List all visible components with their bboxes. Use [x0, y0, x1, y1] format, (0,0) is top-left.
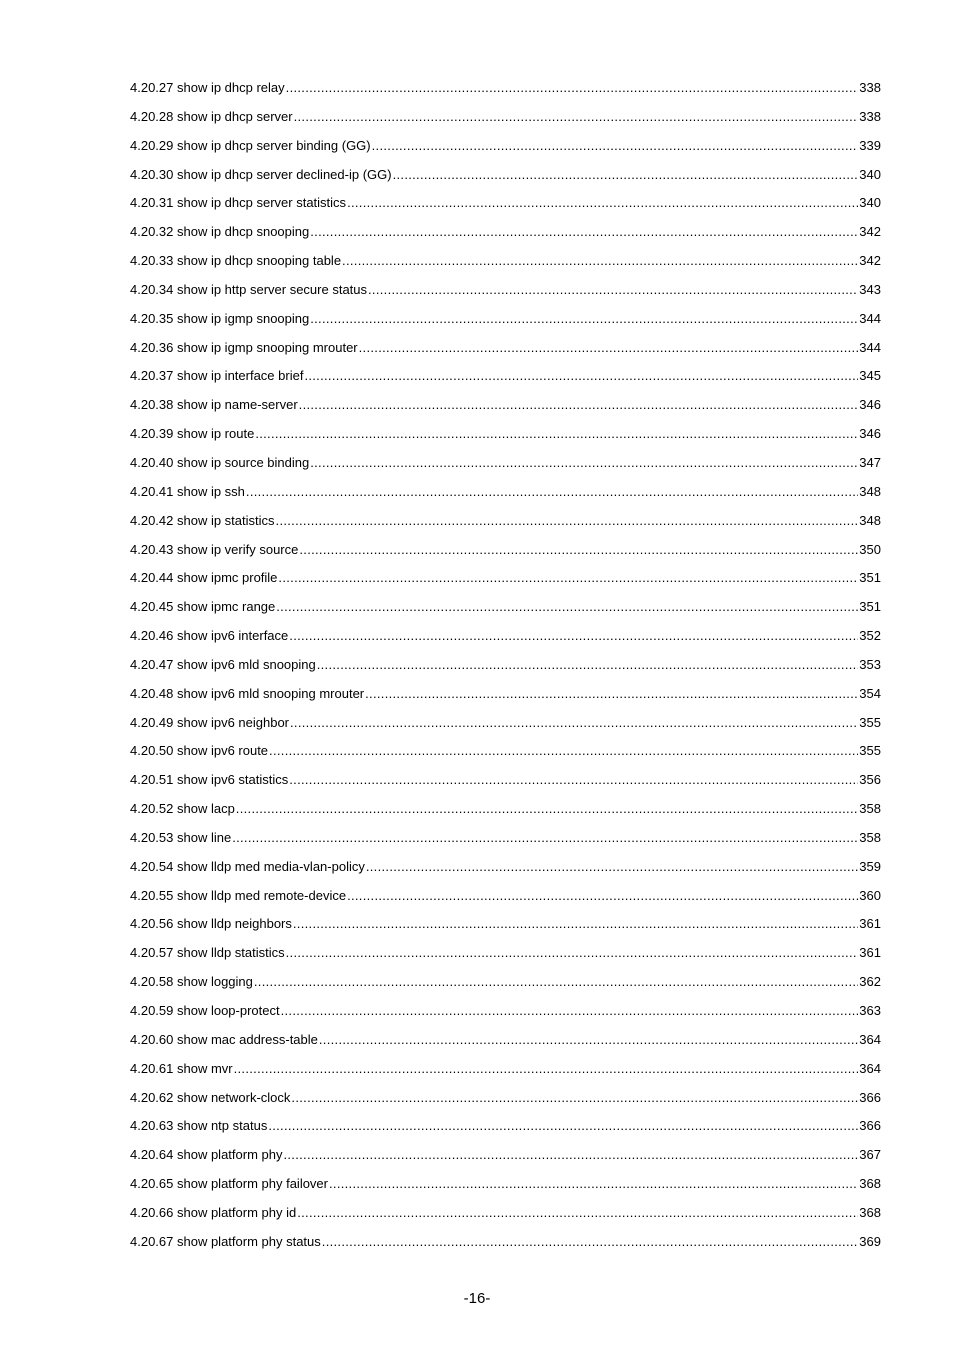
toc-entry-title: 4.20.32 show ip dhcp snooping	[130, 224, 310, 240]
toc-entry-page: 358	[859, 801, 881, 817]
toc-entry-page: 367	[859, 1147, 881, 1163]
toc-entry[interactable]	[130, 739, 881, 768]
table-of-contents	[130, 76, 881, 1259]
toc-entry-title: 4.20.42 show ip statistics	[130, 512, 275, 528]
toc-entry[interactable]	[130, 797, 881, 826]
toc-dot-leader	[254, 970, 858, 994]
toc-entry-page: 346	[859, 397, 881, 413]
toc-entry-title: 4.20.35 show ip igmp snooping	[130, 310, 310, 326]
toc-entry[interactable]	[130, 336, 881, 365]
toc-entry[interactable]	[130, 163, 881, 192]
toc-dot-leader	[291, 1086, 858, 1110]
toc-entry-title: 4.20.34 show ip http server secure status	[130, 281, 368, 297]
toc-entry-page: 363	[859, 1003, 881, 1018]
toc-entry-title: 4.20.28 show ip dhcp server	[130, 108, 293, 124]
toc-entry-page: 354	[859, 685, 881, 701]
toc-entry[interactable]	[130, 220, 881, 249]
toc-entry-page: 342	[859, 224, 881, 240]
toc-entry-title: 4.20.53 show line	[130, 829, 232, 845]
toc-entry[interactable]	[130, 1172, 881, 1201]
toc-entry-title: 4.20.59 show loop-protect	[130, 1003, 280, 1018]
toc-entry-page: 364	[859, 1031, 881, 1047]
toc-entry-title: 4.20.43 show ip verify source	[130, 541, 299, 557]
toc-dot-leader	[322, 1230, 859, 1254]
toc-dot-leader	[366, 855, 858, 879]
toc-entry[interactable]	[130, 711, 881, 740]
toc-dot-leader	[290, 711, 858, 735]
toc-entry-page: 338	[859, 108, 881, 124]
toc-entry[interactable]	[130, 682, 881, 711]
toc-entry[interactable]	[130, 566, 881, 595]
toc-entry-page: 338	[859, 80, 881, 95]
toc-entry-page: 340	[859, 166, 881, 182]
toc-dot-leader	[278, 566, 858, 590]
toc-entry[interactable]	[130, 393, 881, 422]
toc-entry[interactable]	[130, 134, 881, 163]
toc-entry-page: 342	[859, 253, 881, 269]
toc-entry-page: 368	[859, 1176, 881, 1192]
toc-entry[interactable]	[130, 941, 881, 970]
toc-entry-title: 4.20.58 show logging	[130, 974, 253, 990]
toc-entry-title: 4.20.49 show ipv6 neighbor	[130, 714, 290, 730]
toc-entry-title: 4.20.45 show ipmc range	[130, 599, 276, 615]
toc-entry[interactable]	[130, 1057, 881, 1086]
toc-entry[interactable]	[130, 76, 881, 105]
toc-dot-leader	[232, 826, 858, 850]
toc-entry-title: 4.20.44 show ipmc profile	[130, 570, 278, 586]
toc-entry-title: 4.20.47 show ipv6 mld snooping	[130, 656, 316, 672]
toc-dot-leader	[393, 163, 859, 187]
toc-dot-leader	[294, 105, 859, 129]
toc-dot-leader	[365, 682, 858, 706]
toc-entry[interactable]	[130, 826, 881, 855]
toc-entry-title: 4.20.51 show ipv6 statistics	[130, 772, 289, 788]
toc-entry-title: 4.20.54 show lldp med media-vlan-policy	[130, 858, 365, 874]
toc-entry-title: 4.20.41 show ip ssh	[130, 483, 245, 499]
toc-dot-leader	[268, 1114, 858, 1138]
toc-dot-leader	[286, 941, 859, 965]
toc-entry[interactable]	[130, 1143, 881, 1172]
toc-entry[interactable]	[130, 1028, 881, 1057]
toc-entry-page: 345	[859, 368, 881, 384]
toc-entry-page: 366	[859, 1118, 881, 1134]
toc-dot-leader	[347, 191, 858, 215]
toc-entry-page: 361	[859, 945, 881, 961]
toc-entry[interactable]	[130, 768, 881, 797]
toc-entry-title: 4.20.61 show mvr	[130, 1060, 233, 1076]
toc-dot-leader	[276, 595, 858, 619]
toc-entry-page: 352	[859, 628, 881, 644]
toc-dot-leader	[293, 912, 858, 936]
toc-entry-title: 4.20.65 show platform phy failover	[130, 1176, 328, 1192]
toc-dot-leader	[234, 1057, 859, 1081]
toc-entry-page: 358	[859, 829, 881, 845]
toc-dot-leader	[299, 538, 858, 562]
toc-entry[interactable]	[130, 1114, 881, 1143]
toc-entry[interactable]	[130, 249, 881, 278]
toc-dot-leader	[236, 797, 859, 821]
toc-dot-leader	[310, 307, 858, 331]
toc-entry[interactable]	[130, 105, 881, 134]
toc-entry-title: 4.20.57 show lldp statistics	[130, 945, 285, 961]
toc-dot-leader	[329, 1172, 858, 1196]
toc-entry[interactable]	[130, 191, 881, 220]
toc-entry-title: 4.20.38 show ip name-server	[130, 397, 298, 413]
toc-entry-title: 4.20.37 show ip interface brief	[130, 368, 304, 384]
toc-entry[interactable]	[130, 970, 881, 999]
toc-entry[interactable]	[130, 538, 881, 567]
toc-entry-title: 4.20.63 show ntp status	[130, 1118, 268, 1134]
toc-entry-page: 355	[859, 714, 881, 730]
toc-entry-page: 356	[859, 772, 881, 788]
toc-entry-page: 351	[859, 599, 881, 615]
toc-entry-page: 344	[859, 310, 881, 326]
toc-dot-leader	[359, 336, 859, 360]
toc-entry[interactable]	[130, 1230, 881, 1259]
toc-entry-page: 361	[859, 916, 881, 932]
toc-entry[interactable]	[130, 422, 881, 451]
toc-dot-leader	[368, 278, 858, 302]
toc-entry-title: 4.20.48 show ipv6 mld snooping mrouter	[130, 685, 365, 701]
toc-entry-title: 4.20.56 show lldp neighbors	[130, 916, 292, 932]
toc-entry[interactable]	[130, 595, 881, 624]
toc-dot-leader	[246, 480, 858, 504]
toc-entry[interactable]	[130, 1086, 881, 1115]
toc-dot-leader	[283, 1143, 858, 1167]
toc-entry-title: 4.20.40 show ip source binding	[130, 454, 310, 470]
toc-entry-page: 368	[859, 1204, 881, 1220]
toc-entry[interactable]	[130, 912, 881, 941]
toc-entry-page: 351	[859, 570, 881, 586]
toc-entry-page: 366	[859, 1089, 881, 1105]
toc-dot-leader	[289, 768, 858, 792]
toc-entry-page: 353	[859, 656, 881, 672]
toc-dot-leader	[347, 884, 858, 908]
toc-dot-leader	[297, 1201, 858, 1225]
toc-entry-page: 348	[859, 512, 881, 528]
toc-entry-page: 359	[859, 858, 881, 874]
toc-entry[interactable]	[130, 307, 881, 336]
toc-entry-title: 4.20.31 show ip dhcp server statistics	[130, 195, 347, 211]
toc-entry[interactable]	[130, 884, 881, 913]
toc-entry-title: 4.20.39 show ip route	[130, 426, 255, 442]
toc-entry-page: 350	[859, 541, 881, 557]
toc-entry[interactable]	[130, 653, 881, 682]
toc-entry-title: 4.20.27 show ip dhcp relay	[130, 80, 285, 95]
toc-dot-leader	[310, 451, 858, 475]
toc-entry-title: 4.20.66 show platform phy id	[130, 1204, 297, 1220]
toc-entry-title: 4.20.64 show platform phy	[130, 1147, 283, 1163]
toc-dot-leader	[310, 220, 858, 244]
toc-entry-title: 4.20.30 show ip dhcp server declined-ip (GG)	[130, 166, 392, 182]
toc-entry-page: 346	[859, 426, 881, 442]
toc-entry-page: 339	[859, 137, 881, 153]
toc-entry-page: 347	[859, 454, 881, 470]
toc-entry[interactable]	[130, 480, 881, 509]
toc-entry-title: 4.20.29 show ip dhcp server binding (GG)	[130, 137, 371, 153]
toc-entry[interactable]	[130, 999, 881, 1028]
toc-dot-leader	[276, 509, 859, 533]
toc-dot-leader	[255, 422, 858, 446]
toc-dot-leader	[269, 739, 858, 763]
toc-entry-title: 4.20.67 show platform phy status	[130, 1233, 321, 1249]
toc-entry-title: 4.20.50 show ipv6 route	[130, 743, 269, 759]
toc-entry-page: 362	[859, 974, 881, 990]
toc-dot-leader	[319, 1028, 858, 1052]
toc-dot-leader	[304, 364, 858, 388]
toc-entry-page: 340	[859, 195, 881, 211]
toc-dot-leader	[281, 999, 859, 1023]
toc-entry-page: 364	[859, 1060, 881, 1076]
toc-entry[interactable]	[130, 451, 881, 480]
toc-dot-leader	[317, 653, 859, 677]
toc-entry[interactable]	[130, 278, 881, 307]
toc-entry-title: 4.20.36 show ip igmp snooping mrouter	[130, 339, 358, 355]
toc-entry-title: 4.20.60 show mac address-table	[130, 1031, 318, 1047]
toc-entry-title: 4.20.52 show lacp	[130, 801, 235, 817]
toc-entry-page: 360	[859, 887, 881, 903]
toc-entry-page: 369	[859, 1233, 881, 1249]
toc-dot-leader	[286, 76, 859, 100]
toc-entry-title: 4.20.46 show ipv6 interface	[130, 628, 289, 644]
toc-entry-title: 4.20.62 show network-clock	[130, 1089, 291, 1105]
toc-entry-page: 343	[859, 281, 881, 297]
toc-entry[interactable]	[130, 1201, 881, 1230]
toc-entry[interactable]	[130, 364, 881, 393]
toc-entry[interactable]	[130, 855, 881, 884]
toc-entry-page: 355	[859, 743, 881, 759]
toc-entry-page: 344	[859, 339, 881, 355]
toc-dot-leader	[289, 624, 858, 648]
toc-entry[interactable]	[130, 624, 881, 653]
toc-dot-leader	[372, 134, 859, 158]
toc-dot-leader	[342, 249, 858, 273]
toc-entry[interactable]	[130, 509, 881, 538]
toc-dot-leader	[299, 393, 859, 417]
toc-entry-page: 348	[859, 483, 881, 499]
page-number: -16-	[463, 1290, 491, 1307]
toc-entry-title: 4.20.33 show ip dhcp snooping table	[130, 253, 342, 269]
toc-entry-title: 4.20.55 show lldp med remote-device	[130, 887, 347, 903]
